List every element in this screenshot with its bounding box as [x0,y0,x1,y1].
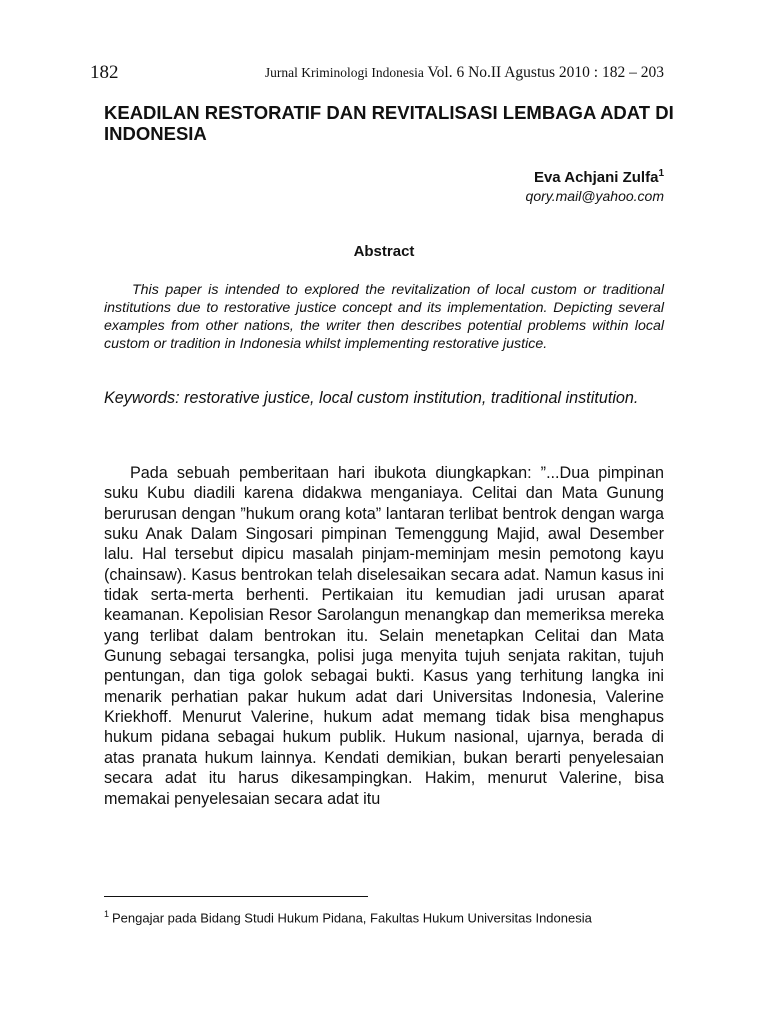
author-name-line [526,164,664,187]
author-footnote-marker: 1 [658,168,664,179]
body-paragraph: Pada sebuah pemberitaan hari ibukota diungkapkan: ”...Dua pimpinan suku Kubu diadili karena didakwa menganiaya. Celitai dan Mata Gunung berurusan dengan ”hukum orang kota” lantaran terlibat bentrok dengan warga suku Anak Dalam Singosari pimpinan Temenggung Majid, awal Desember lalu. Hal tersebut dipicu masalah pinjam-meminjam mesin pemotong kayu (chainsaw). Kasus bentrokan telah diselesaikan secara adat. Namun kasus ini tidak serta-merta berhenti. Pertikaian itu kemudian jadi urusan aparat keamanan. Kepolisian Resor Sarolangun menangkap dan memeriksa mereka yang terlibat dalam bentrokan itu. Selain menetapkan Celitai dan Mata Gunung sebagai tersangka, polisi juga menyita tujuh senjata rakitan, tujuh pentungan, dan tiga golok sebagai bukti. Kasus yang terhitung langka ini menarik perhatian pakar hukum adat dari Universitas Indonesia, Valerine Kriekhoff. Menurut Valerine, hukum adat memang tidak bisa menghapus hukum pidana sebagai hukum publik. Hukum nasional, ujarnya, berada di atas pranata hukum lainnya. Kendati demikian, bukan berarti penyelesaian secara adat itu harus dikesampingkan. Hakim, menurut Valerine, bisa memakai penyelesaian secara adat itu [104,464,664,808]
author-name: Eva Achjani Zulfa [533,169,659,186]
footnote-marker: 1 [104,909,110,919]
keywords: Keywords: restorative justice, local custom institution, traditional institution. [104,389,639,407]
footnote-text: Pengajar pada Bidang Studi Hukum Pidana, Fakultas Hukum Universitas Indonesia [112,910,592,926]
journal-reference [265,64,664,82]
footnote-divider [104,896,368,897]
page-number: 182 [90,62,119,83]
journal-issue: Vol. 6 No.II Agustus 2010 : 182 – 203 [427,64,664,81]
footnote [104,906,684,926]
running-header [90,62,664,84]
journal-name: Jurnal Kriminologi Indonesia [264,65,424,80]
abstract-heading: Abstract [353,243,415,260]
abstract-text: This paper is intended to explored the revitalization of local custom or traditional institutions due to restorative justice concept and its implementation. Depicting several examples from other nations, the writer then describes potential problems within local custom or tradition in Indonesia whilst implementing restorative justice. [104,282,664,352]
author-email: qory.mail@yahoo.com [525,188,664,204]
author-block [526,164,664,206]
article-title: KEADILAN RESTORATIF DAN REVITALISASI LEMBAGA ADAT DI INDONESIA [104,102,674,144]
